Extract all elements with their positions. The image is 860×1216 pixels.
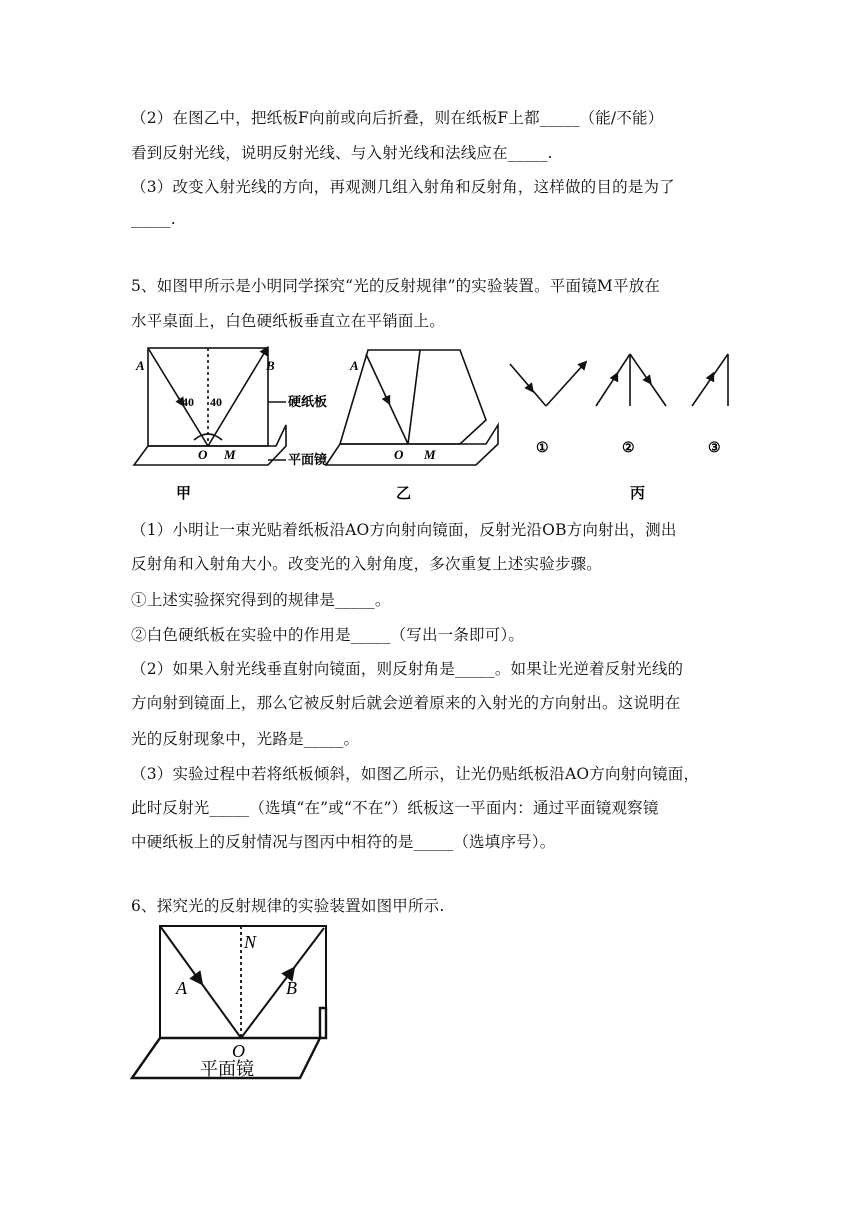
q5-part2-line2: 方向射到镜面上，那么它被反射后就会逆着原来的入射光的方向射出。这说明在 <box>131 694 681 712</box>
q6-label-o: O <box>232 1041 245 1061</box>
q6-label-n: N <box>244 932 257 952</box>
q5-part1-item1: ①上述实验探究得到的规律是_____。 <box>131 591 391 609</box>
q5-part3-line3: 中硬纸板上的反射情况与图丙中相符的是_____（选填序号）。 <box>131 833 556 851</box>
q4-part3-line2: _____. <box>131 210 176 228</box>
q5-part3-line1: （3）实验过程中若将纸板倾斜，如图乙所示，让光仍贴纸板沿AO方向射向镜面， <box>131 765 700 783</box>
label-o-yi: O <box>394 447 404 462</box>
q6-figure <box>128 920 328 1086</box>
mirror-plane-yi <box>326 425 498 465</box>
q5-intro-line2: 水平桌面上，白色硬纸板垂直立在平销面上。 <box>131 312 446 330</box>
q5-part1-item2: ②白色硬纸板在实验中的作用是_____（写出一条即可）。 <box>131 626 525 644</box>
q4-part3-line1: （3）改变入射光线的方向，再观测几组入射角和反射角，这样做的目的是为了 <box>131 178 675 196</box>
q6-label-mirror: 平面镜 <box>200 1059 254 1079</box>
label-m-yi: M <box>424 447 436 462</box>
q6-intro: 6、探究光的反射规律的实验装置如图甲所示. <box>131 897 445 915</box>
q5-intro-line1: 5、如图甲所示是小明同学探究“光的反射规律”的实验装置。平面镜M平放在 <box>131 277 661 295</box>
label-m: M <box>224 447 236 462</box>
q6-label-b: B <box>286 978 297 998</box>
fold-line <box>408 350 420 444</box>
q6-incident <box>160 926 241 1038</box>
angle-right-label: 40 <box>210 395 222 409</box>
caption-bing: 丙 <box>630 486 646 502</box>
caption-yi: 乙 <box>396 486 412 502</box>
label-mirror: 平面镜 <box>288 452 328 467</box>
label-a-yi: A <box>350 358 359 373</box>
q5-figure-svg <box>126 340 746 506</box>
q5-part3-line2: 此时反射光_____（选填“在”或“不在”）纸板这一平面内：通过平面镜观察镜 <box>131 799 659 817</box>
q6-label-a: A <box>176 978 187 998</box>
q5-part2-line3: 光的反射现象中，光路是_____。 <box>131 730 360 748</box>
option1-reflected <box>546 364 584 406</box>
mirror-plane <box>134 425 286 465</box>
label-b: B <box>266 358 275 373</box>
figure-bing <box>510 354 728 406</box>
q6-apparatus <box>132 926 326 1078</box>
label-a: A <box>136 358 145 373</box>
q5-figure <box>126 340 746 506</box>
option-3-label: ③ <box>708 441 721 456</box>
option-1-label: ① <box>536 441 549 456</box>
tilted-board <box>340 350 486 444</box>
label-board: 硬纸板 <box>288 394 328 409</box>
q5-part2-line1: （2）如果入射光线垂直射向镜面，则反射角是_____。如果让光逆着反射光线的 <box>131 660 684 678</box>
q4-part2-line2: 看到反射光线，说明反射光线、与入射光线和法线应在_____. <box>131 144 553 162</box>
q5-part1-line2: 反射角和入射角大小。改变光的入射角度，多次重复上述实验步骤。 <box>131 555 603 573</box>
option2-incident <box>596 354 630 406</box>
label-o: O <box>198 447 208 462</box>
option-2-label: ② <box>622 441 635 456</box>
q4-part2-line1: （2）在图乙中，把纸板F向前或向后折叠，则在纸板F上都_____（能/不能） <box>131 109 664 127</box>
q5-part1-line1: （1）小明让一束光贴着纸板沿AO方向射向镜面，反射光沿OB方向射出，测出 <box>131 521 677 539</box>
caption-jia: 甲 <box>176 486 192 502</box>
angle-left-label: 40 <box>182 395 194 409</box>
q6-figure-svg <box>128 920 328 1086</box>
